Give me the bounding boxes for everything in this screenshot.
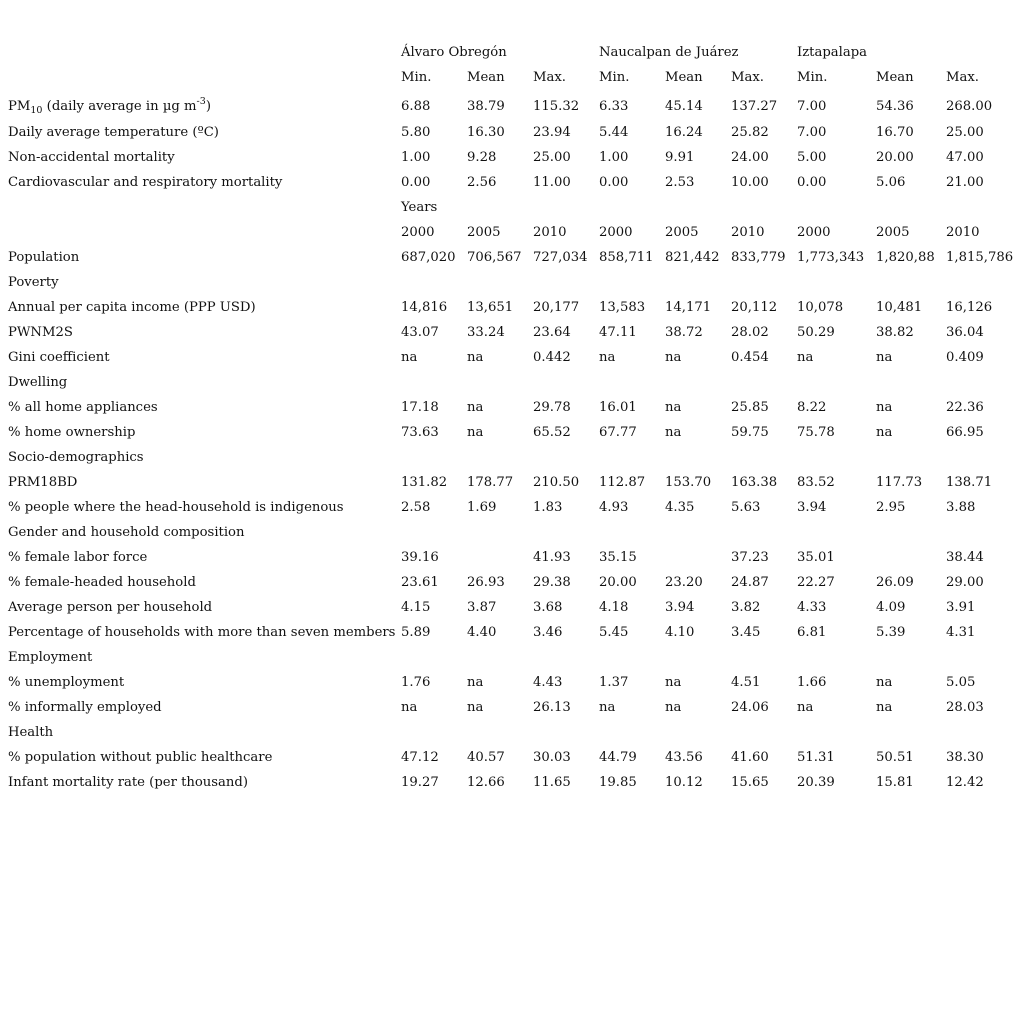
table-cell: 23.94 (533, 125, 571, 140)
row-label: Average person per household (8, 600, 213, 615)
table-cell: 117.73 (876, 475, 923, 490)
table-cell: na (665, 400, 682, 415)
table-cell: 115.32 (533, 99, 580, 114)
table-cell: 47.11 (599, 325, 637, 340)
table-cell: 10,078 (797, 300, 844, 315)
table-cell: 40.57 (467, 750, 505, 765)
table-cell: 4.51 (731, 675, 761, 690)
year-header: 2010 (946, 225, 980, 240)
row-label: Non-accidental mortality (8, 150, 175, 165)
table-cell: 2.53 (665, 175, 695, 190)
stat-header: Min. (599, 70, 630, 85)
table-cell: 2.95 (876, 500, 906, 515)
table-cell: 5.89 (401, 625, 431, 640)
years-label: Years (401, 200, 438, 215)
row-label: Annual per capita income (PPP USD) (8, 300, 256, 315)
table-cell: 28.03 (946, 700, 984, 715)
table-cell: 5.63 (731, 500, 761, 515)
table-cell: 4.43 (533, 675, 563, 690)
table-cell: 4.93 (599, 500, 629, 515)
table-cell: na (467, 700, 484, 715)
table-cell: 50.51 (876, 750, 914, 765)
table-cell: na (665, 350, 682, 365)
table-cell: 7.00 (797, 99, 827, 114)
table-cell: 24.06 (731, 700, 769, 715)
table-cell: 15.65 (731, 775, 769, 790)
table-cell: 3.91 (946, 600, 976, 615)
table-cell: 38.44 (946, 550, 984, 565)
table-cell: 14,816 (401, 300, 448, 315)
table-cell: 7.00 (797, 125, 827, 140)
table-cell: 20.00 (876, 150, 914, 165)
stat-header: Mean (467, 70, 505, 85)
table-cell: na (876, 675, 893, 690)
table-cell: 5.80 (401, 125, 431, 140)
table-cell: 3.94 (665, 600, 695, 615)
table-cell: 3.82 (731, 600, 761, 615)
row-label: Population (8, 250, 80, 265)
table-cell: 12.42 (946, 775, 984, 790)
table-cell: 5.44 (599, 125, 629, 140)
table-cell: na (797, 350, 814, 365)
table-cell: 26.09 (876, 575, 914, 590)
table-cell: 23.61 (401, 575, 439, 590)
table-cell: 1.69 (467, 500, 497, 515)
table-cell: 13,651 (467, 300, 514, 315)
table-cell: 4.18 (599, 600, 629, 615)
table-cell: 5.06 (876, 175, 906, 190)
table-cell: 23.20 (665, 575, 703, 590)
table-cell: 3.68 (533, 600, 563, 615)
table-cell: 20.00 (599, 575, 637, 590)
stat-header: Max. (731, 70, 764, 85)
table-cell: 11.65 (533, 775, 571, 790)
pm10-label: $PM_{10}$ (daily average in µg $m^{-3}$) (8, 96, 211, 116)
table-cell: 0.442 (533, 350, 571, 365)
table-cell: 12.66 (467, 775, 505, 790)
table-cell: 33.24 (467, 325, 505, 340)
stat-header: Max. (533, 70, 566, 85)
section-label: Health (8, 725, 54, 740)
stat-header: Max. (946, 70, 979, 85)
table-cell: 178.77 (467, 475, 514, 490)
year-header: 2005 (665, 225, 699, 240)
table-cell: 4.35 (665, 500, 695, 515)
region-header: Álvaro Obregón (401, 45, 507, 60)
table-cell: 5.00 (797, 150, 827, 165)
table-cell: 4.15 (401, 600, 431, 615)
row-label: Daily average temperature (ºC) (8, 125, 219, 140)
table-cell: 6.33 (599, 99, 629, 114)
table-cell: 3.45 (731, 625, 761, 640)
table-cell: 67.77 (599, 425, 637, 440)
row-label: Percentage of households with more than seven members (8, 625, 396, 640)
table-cell: 4.31 (946, 625, 976, 640)
region-header: Naucalpan de Juárez (599, 45, 739, 60)
table-cell: 25.85 (731, 400, 769, 415)
table-cell: 17.18 (401, 400, 439, 415)
table-cell: 26.13 (533, 700, 571, 715)
year-header: 2005 (467, 225, 501, 240)
table-cell: 36.04 (946, 325, 984, 340)
table-cell: 16,126 (946, 300, 993, 315)
table-cell: 83.52 (797, 475, 835, 490)
year-header: 2010 (731, 225, 765, 240)
table-cell: na (467, 425, 484, 440)
table-cell: 2.56 (467, 175, 497, 190)
table-cell: 687,020 (401, 250, 456, 265)
table-cell: 35.15 (599, 550, 637, 565)
row-label: % home ownership (8, 425, 136, 440)
table-cell: 47.12 (401, 750, 439, 765)
table-cell: 43.07 (401, 325, 439, 340)
table-cell: 59.75 (731, 425, 769, 440)
table-cell: na (876, 425, 893, 440)
table-cell: na (876, 400, 893, 415)
table-cell: 10.00 (731, 175, 769, 190)
table-cell: 5.39 (876, 625, 906, 640)
table-cell: 24.87 (731, 575, 769, 590)
table-cell: 51.31 (797, 750, 835, 765)
table-cell: 1,773,343 (797, 250, 865, 265)
table-cell: na (401, 700, 418, 715)
table-cell: 20.39 (797, 775, 835, 790)
stat-header: Min. (401, 70, 432, 85)
row-label: % people where the head-household is indigenous (8, 500, 344, 515)
table-cell: 38.82 (876, 325, 914, 340)
table-cell: na (599, 700, 616, 715)
table-cell: 16.70 (876, 125, 914, 140)
table-cell: 833,779 (731, 250, 786, 265)
table-cell: 54.36 (876, 99, 914, 114)
table-cell: 16.01 (599, 400, 637, 415)
table-cell: na (665, 675, 682, 690)
table-cell: 858,711 (599, 250, 654, 265)
table-cell: 0.00 (599, 175, 629, 190)
table-cell: na (876, 700, 893, 715)
table-cell: 38.79 (467, 99, 505, 114)
row-label: PWNM2S (8, 325, 73, 340)
table-cell: 131.82 (401, 475, 448, 490)
table-cell: na (401, 350, 418, 365)
table-cell: 50.29 (797, 325, 835, 340)
table-cell: 4.09 (876, 600, 906, 615)
table-cell: 19.85 (599, 775, 637, 790)
table-cell: 13,583 (599, 300, 646, 315)
table-cell: 16.24 (665, 125, 703, 140)
table-cell: na (467, 350, 484, 365)
table-cell: 20,177 (533, 300, 580, 315)
stat-header: Mean (876, 70, 914, 85)
table-cell: 268.00 (946, 99, 993, 114)
table-cell: 5.05 (946, 675, 976, 690)
table-cell: 29.38 (533, 575, 571, 590)
table-cell: 9.28 (467, 150, 497, 165)
table-cell: 4.10 (665, 625, 695, 640)
stat-header: Min. (797, 70, 828, 85)
row-label: % all home appliances (8, 400, 158, 415)
table-cell: 19.27 (401, 775, 439, 790)
table-cell: 3.94 (797, 500, 827, 515)
table-cell: 727,034 (533, 250, 588, 265)
table-cell: 163.38 (731, 475, 778, 490)
table-cell: 137.27 (731, 99, 778, 114)
table-cell: 10.12 (665, 775, 703, 790)
table-cell: na (876, 350, 893, 365)
table-cell: 1.76 (401, 675, 431, 690)
table-cell: 0.00 (401, 175, 431, 190)
table-cell: 138.71 (946, 475, 993, 490)
table-cell: 29.78 (533, 400, 571, 415)
table-cell: 29.00 (946, 575, 984, 590)
table-cell: 0.00 (797, 175, 827, 190)
table-cell: na (665, 425, 682, 440)
table-cell: 73.63 (401, 425, 439, 440)
row-label: % female-headed household (8, 575, 196, 590)
table-cell: na (467, 675, 484, 690)
table-cell: 3.88 (946, 500, 976, 515)
table-cell: 38.72 (665, 325, 703, 340)
table-cell: 6.81 (797, 625, 827, 640)
table-cell: 821,442 (665, 250, 720, 265)
stat-header: Mean (665, 70, 703, 85)
table-cell: 37.23 (731, 550, 769, 565)
table-cell: 66.95 (946, 425, 984, 440)
row-label: Cardiovascular and respiratory mortality (8, 175, 283, 190)
table-cell: 35.01 (797, 550, 835, 565)
table-cell: 706,567 (467, 250, 522, 265)
table-cell: 1.83 (533, 500, 563, 515)
row-label: % population without public healthcare (8, 750, 273, 765)
table-cell: 0.409 (946, 350, 984, 365)
table-cell: 41.93 (533, 550, 571, 565)
table-cell: 21.00 (946, 175, 984, 190)
table-cell: 30.03 (533, 750, 571, 765)
table-cell: 26.93 (467, 575, 505, 590)
table-cell: 65.52 (533, 425, 571, 440)
section-label: Employment (8, 650, 93, 665)
section-label: Dwelling (8, 375, 68, 390)
table-cell: 1,820,88 (876, 250, 935, 265)
table-cell: 8.22 (797, 400, 827, 415)
table-cell: 38.30 (946, 750, 984, 765)
table-cell: 25.00 (946, 125, 984, 140)
table-cell: 5.45 (599, 625, 629, 640)
table-cell: na (797, 700, 814, 715)
row-label: Infant mortality rate (per thousand) (8, 775, 249, 790)
table-cell: 2.58 (401, 500, 431, 515)
table-cell: 1.66 (797, 675, 827, 690)
table-cell: na (467, 400, 484, 415)
table-cell: na (665, 700, 682, 715)
section-label: Poverty (8, 275, 59, 290)
section-label: Socio-demographics (8, 450, 144, 465)
row-label: % female labor force (8, 550, 148, 565)
year-header: 2005 (876, 225, 910, 240)
year-header: 2010 (533, 225, 567, 240)
row-label: % unemployment (8, 675, 125, 690)
table-cell: 1,815,786 (946, 250, 1014, 265)
table-cell: 47.00 (946, 150, 984, 165)
row-label: PRM18BD (8, 475, 78, 490)
table-cell: 3.87 (467, 600, 497, 615)
table-cell: 25.82 (731, 125, 769, 140)
table-cell: 22.27 (797, 575, 835, 590)
table-cell: 14,171 (665, 300, 712, 315)
table-cell: 75.78 (797, 425, 835, 440)
table-cell: 45.14 (665, 99, 703, 114)
table-cell: 9.91 (665, 150, 695, 165)
table-cell: 10,481 (876, 300, 923, 315)
table-cell: 210.50 (533, 475, 580, 490)
table-cell: 6.88 (401, 99, 431, 114)
table-cell: na (599, 350, 616, 365)
table-cell: 25.00 (533, 150, 571, 165)
table-cell: 23.64 (533, 325, 571, 340)
year-header: 2000 (599, 225, 633, 240)
table-cell: 4.33 (797, 600, 827, 615)
region-header: Iztapalapa (797, 45, 868, 60)
table-cell: 153.70 (665, 475, 712, 490)
table-cell: 112.87 (599, 475, 646, 490)
table-cell: 44.79 (599, 750, 637, 765)
table-cell: 20,112 (731, 300, 778, 315)
table-cell: 15.81 (876, 775, 914, 790)
row-label: % informally employed (8, 700, 162, 715)
year-header: 2000 (401, 225, 435, 240)
table-cell: 0.454 (731, 350, 769, 365)
table-cell: 3.46 (533, 625, 563, 640)
table-cell: 1.00 (599, 150, 629, 165)
section-label: Gender and household composition (8, 525, 245, 540)
table-cell: 43.56 (665, 750, 703, 765)
table-cell: 11.00 (533, 175, 571, 190)
table-cell: 41.60 (731, 750, 769, 765)
table-cell: 24.00 (731, 150, 769, 165)
row-label: Gini coefficient (8, 350, 110, 365)
table-cell: 4.40 (467, 625, 497, 640)
table-cell: 22.36 (946, 400, 984, 415)
table-cell: 28.02 (731, 325, 769, 340)
table-cell: 1.37 (599, 675, 629, 690)
table-cell: 1.00 (401, 150, 431, 165)
table-cell: 16.30 (467, 125, 505, 140)
year-header: 2000 (797, 225, 831, 240)
table-cell: 39.16 (401, 550, 439, 565)
